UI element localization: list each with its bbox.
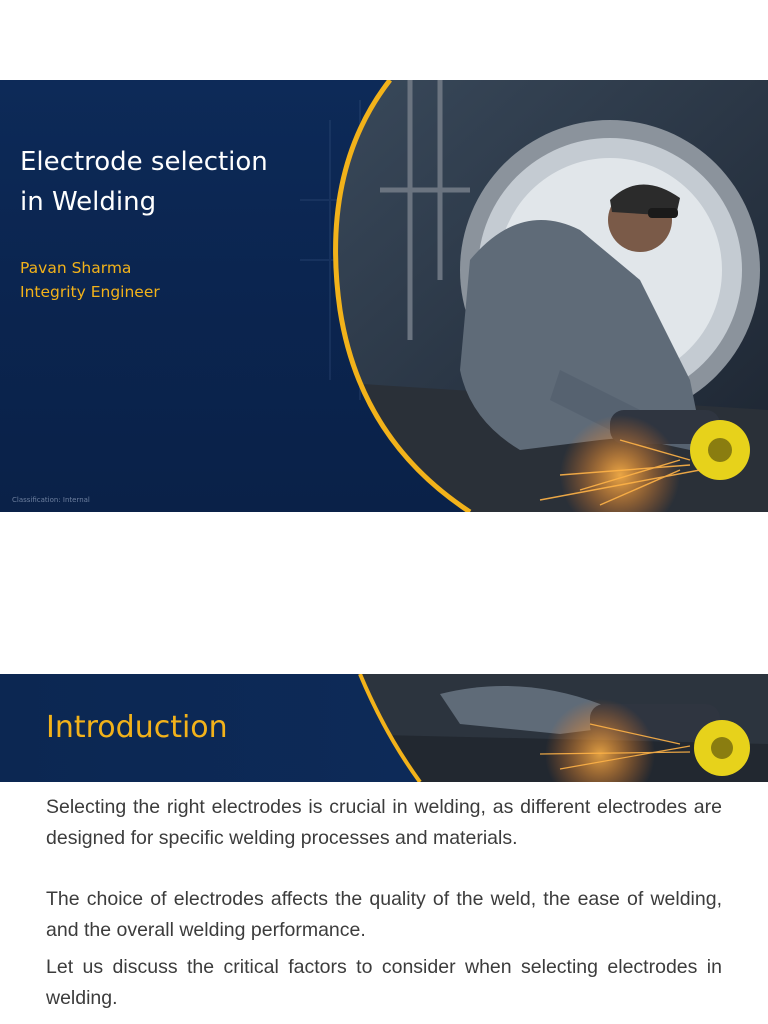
paragraph: Selecting the right electrodes is crucial in welding, as different electrodes are designed for specific welding processes and materials. (46, 796, 722, 849)
title-slide (0, 80, 768, 512)
classification-label: Classification: Internal (12, 496, 90, 504)
presenter-role: Integrity Engineer (20, 283, 160, 301)
slide-body (46, 792, 722, 1024)
introduction-slide (0, 674, 768, 1024)
presenter-info (20, 256, 160, 304)
paragraph: The choice of electrodes affects the quality of the weld, the ease of welding, and the overall welding performance. (46, 888, 722, 941)
paragraph: Let us discuss the critical factors to consider when selecting electrodes in welding. (46, 956, 722, 1009)
slide-title (20, 142, 320, 222)
slide-heading: Introduction (46, 710, 228, 745)
title-line-1: Electrode selection (20, 147, 268, 177)
presenter-name: Pavan Sharma (20, 259, 132, 277)
header-banner (0, 674, 768, 782)
title-line-2: in Welding (20, 187, 157, 217)
